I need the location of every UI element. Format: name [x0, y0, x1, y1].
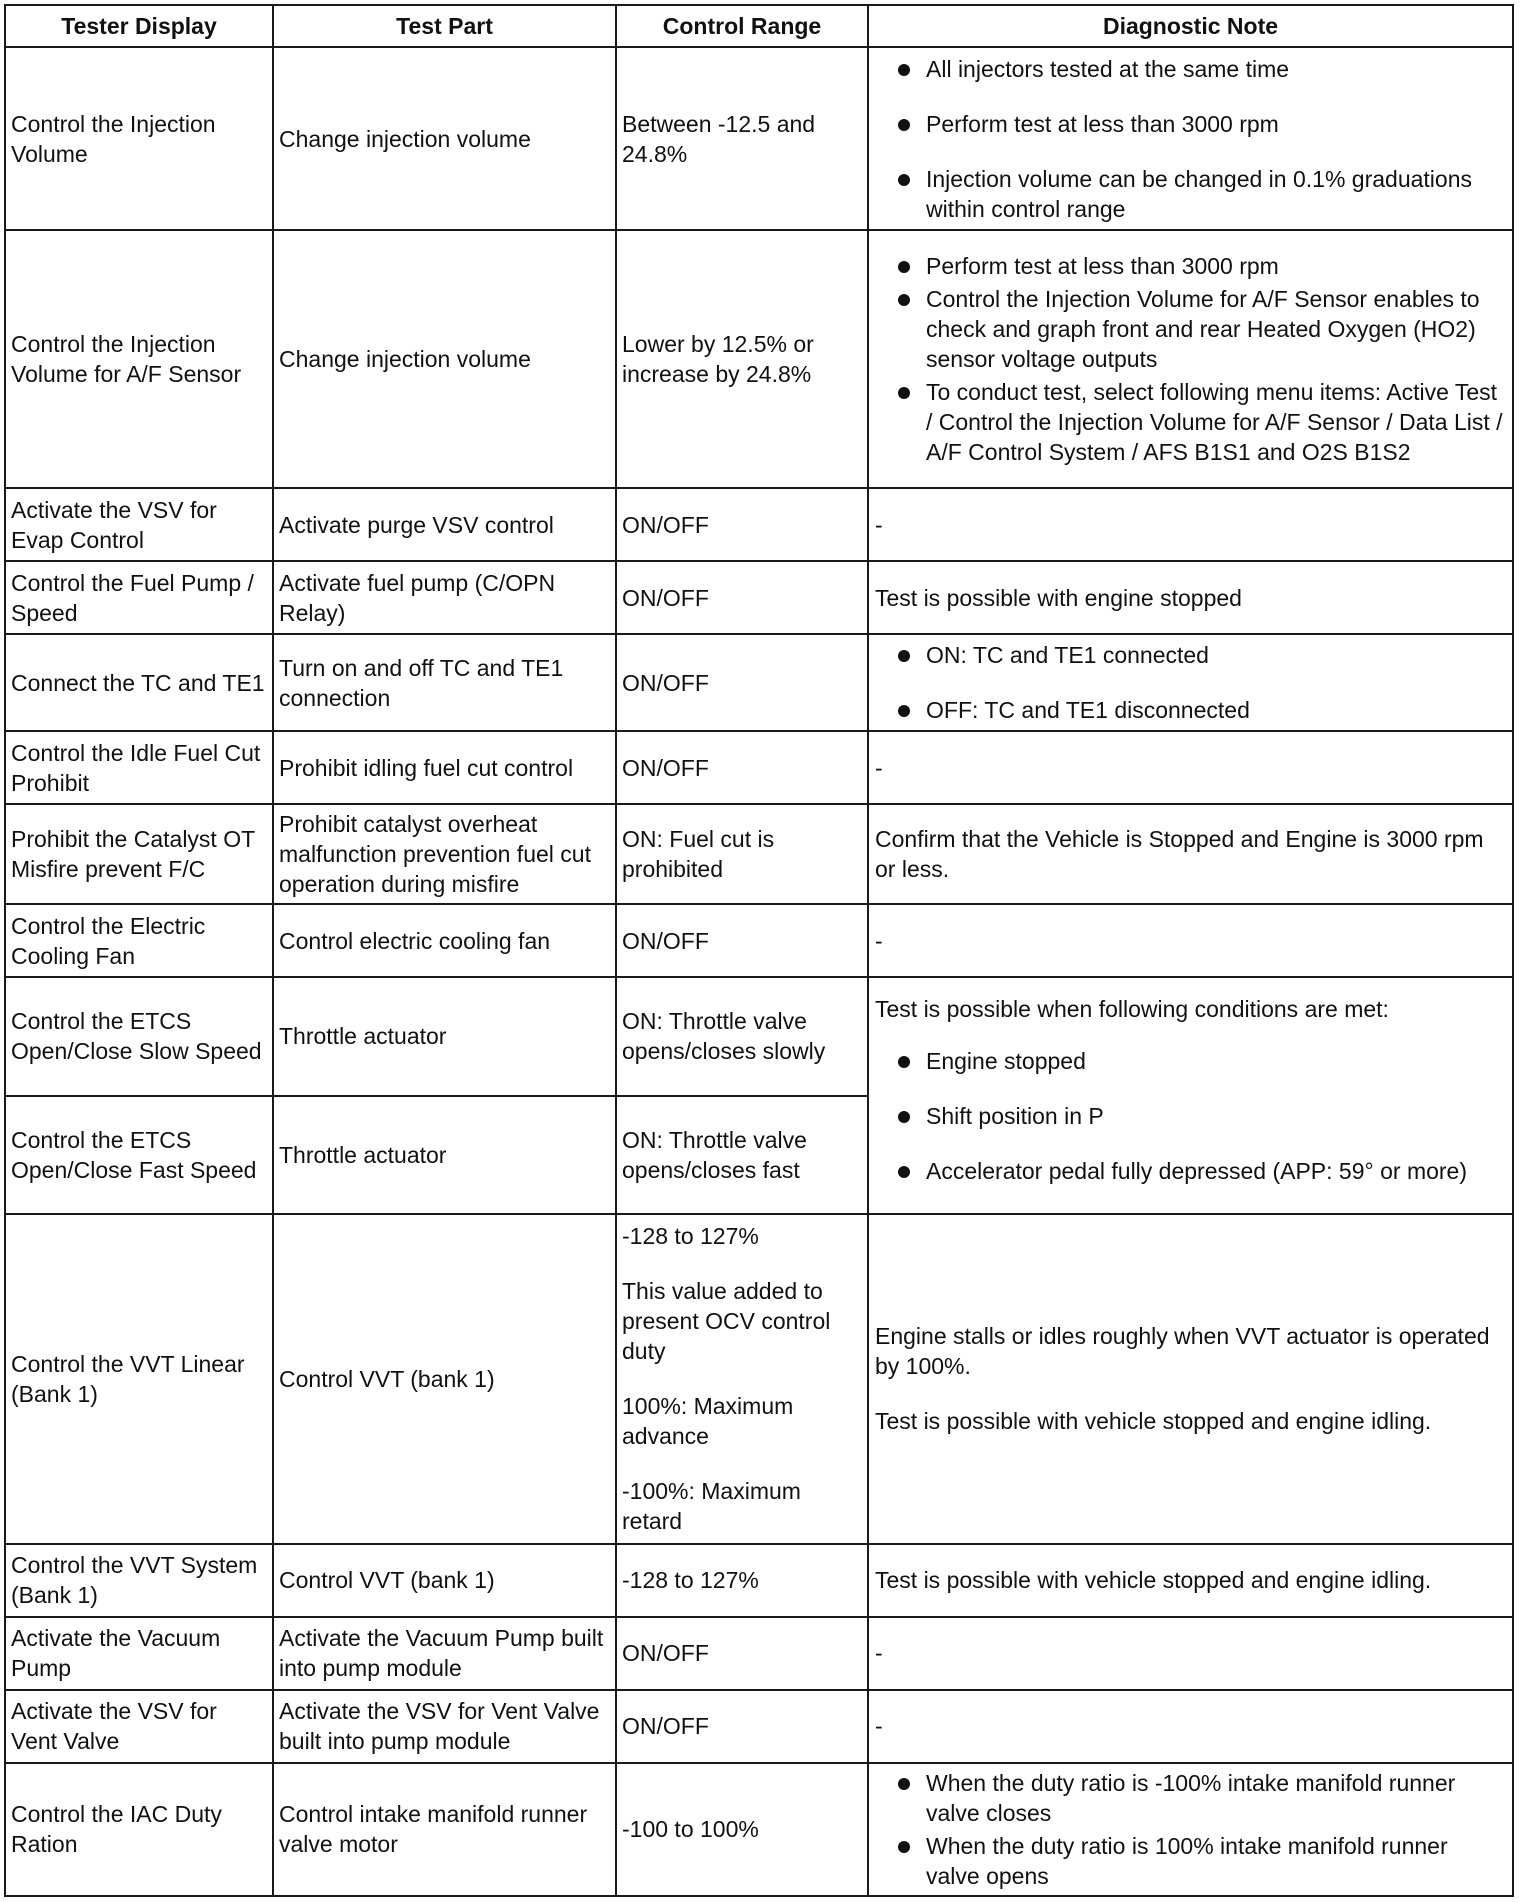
- note-bullet: Accelerator pedal fully depressed (APP: 59° or more): [875, 1156, 1504, 1186]
- diagnostic-note-cell: -: [868, 1617, 1513, 1690]
- note-bullet: All injectors tested at the same time: [875, 54, 1504, 84]
- diagnostic-note-cell: [868, 634, 1513, 731]
- control-range-cell: Lower by 12.5% or increase by 24.8%: [616, 230, 868, 488]
- range-line: -128 to 127%: [622, 1223, 759, 1250]
- tester-display-cell: Connect the TC and TE1: [5, 634, 273, 731]
- test-part-cell: Throttle actuator: [273, 1096, 616, 1214]
- table-row: [5, 731, 1513, 804]
- test-part-cell: Prohibit catalyst overheat malfunction prevention fuel cut operation during misfire: [273, 804, 616, 904]
- diagnostic-note-cell: Test is possible with engine stopped: [868, 561, 1513, 634]
- diagnostic-note-cell: -: [868, 488, 1513, 561]
- note-line: Engine stalls or idles roughly when VVT actuator is operated by 100%.: [875, 1323, 1490, 1380]
- diagnostic-note-cell: [868, 47, 1513, 230]
- test-part-cell: Activate the Vacuum Pump built into pump module: [273, 1617, 616, 1690]
- note-bullet: When the duty ratio is -100% intake manifold runner valve closes: [875, 1768, 1504, 1828]
- control-range-cell: Between -12.5 and 24.8%: [616, 47, 868, 230]
- note-line: Test is possible with vehicle stopped and engine idling.: [875, 1408, 1432, 1435]
- note-bullet: Injection volume can be changed in 0.1% graduations within control range: [875, 164, 1504, 224]
- note-bullet: When the duty ratio is 100% intake manifold runner valve opens: [875, 1831, 1504, 1891]
- table-row: [5, 977, 1513, 1095]
- diagnostic-note-cell: Test is possible with vehicle stopped and engine idling.: [868, 1544, 1513, 1617]
- table-row: [5, 634, 1513, 731]
- note-bullet-list: [875, 251, 1504, 467]
- note-bullet: ON: TC and TE1 connected: [875, 640, 1504, 670]
- tester-display-cell: Control the Electric Cooling Fan: [5, 904, 273, 977]
- control-range-cell: [616, 1214, 868, 1544]
- tester-display-cell: Control the Injection Volume: [5, 47, 273, 230]
- header-tester-display: Tester Display: [5, 5, 273, 47]
- note-intro: Test is possible when following conditions are met:: [875, 996, 1389, 1023]
- note-bullet: Perform test at less than 3000 rpm: [875, 109, 1504, 139]
- test-part-cell: Control VVT (bank 1): [273, 1214, 616, 1544]
- header-control-range: Control Range: [616, 5, 868, 47]
- control-range-cell: ON/OFF: [616, 561, 868, 634]
- tester-display-cell: Control the ETCS Open/Close Fast Speed: [5, 1096, 273, 1214]
- tester-display-cell: Control the VVT System (Bank 1): [5, 1544, 273, 1617]
- table-row: [5, 1617, 1513, 1690]
- note-bullet-list: [875, 54, 1504, 224]
- header-diagnostic-note: Diagnostic Note: [868, 5, 1513, 47]
- test-part-cell: Activate the VSV for Vent Valve built into pump module: [273, 1690, 616, 1763]
- diagnostic-note-cell: [868, 1763, 1513, 1896]
- tester-display-cell: Control the IAC Duty Ration: [5, 1763, 273, 1896]
- note-bullet: To conduct test, select following menu items: Active Test / Control the Injection Volume for A/F Sensor / Data List / A/F Control System / AFS B1S1 and O2S B1S2: [875, 377, 1504, 467]
- control-range-cell: ON/OFF: [616, 634, 868, 731]
- note-bullet-list: [875, 1768, 1504, 1891]
- control-range-cell: ON/OFF: [616, 1690, 868, 1763]
- active-test-table: [4, 4, 1514, 1897]
- control-range-cell: -128 to 127%: [616, 1544, 868, 1617]
- table-row: [5, 1214, 1513, 1544]
- diagnostic-note-cell: -: [868, 731, 1513, 804]
- table-row: [5, 1763, 1513, 1896]
- tester-display-cell: Activate the VSV for Evap Control: [5, 488, 273, 561]
- table-row: [5, 1544, 1513, 1617]
- table-row: [5, 47, 1513, 230]
- diagnostic-note-cell: Confirm that the Vehicle is Stopped and Engine is 3000 rpm or less.: [868, 804, 1513, 904]
- range-line: This value added to present OCV control duty: [622, 1278, 831, 1365]
- diagnostic-note-cell: -: [868, 1690, 1513, 1763]
- table-row: [5, 1690, 1513, 1763]
- note-bullet: Perform test at less than 3000 rpm: [875, 251, 1504, 281]
- test-part-cell: Turn on and off TC and TE1 connection: [273, 634, 616, 731]
- test-part-cell: Prohibit idling fuel cut control: [273, 731, 616, 804]
- test-part-cell: Control electric cooling fan: [273, 904, 616, 977]
- table-row: [5, 230, 1513, 488]
- diagnostic-note-cell: [868, 230, 1513, 488]
- header-test-part: Test Part: [273, 5, 616, 47]
- control-range-cell: ON/OFF: [616, 904, 868, 977]
- control-range-cell: ON/OFF: [616, 488, 868, 561]
- tester-display-cell: Control the Injection Volume for A/F Sensor: [5, 230, 273, 488]
- table-row: [5, 561, 1513, 634]
- note-bullet-list: [875, 640, 1504, 725]
- test-part-cell: Activate purge VSV control: [273, 488, 616, 561]
- header-row: [5, 5, 1513, 47]
- range-line: 100%: Maximum advance: [622, 1393, 794, 1450]
- control-range-cell: ON: Throttle valve opens/closes fast: [616, 1096, 868, 1214]
- diagnostic-note-cell: [868, 977, 1513, 1213]
- tester-display-cell: Control the ETCS Open/Close Slow Speed: [5, 977, 273, 1095]
- test-part-cell: Throttle actuator: [273, 977, 616, 1095]
- control-range-cell: ON: Fuel cut is prohibited: [616, 804, 868, 904]
- tester-display-cell: Prohibit the Catalyst OT Misfire prevent F/C: [5, 804, 273, 904]
- note-bullet: Shift position in P: [875, 1101, 1504, 1131]
- control-range-cell: ON/OFF: [616, 731, 868, 804]
- control-range-cell: ON: Throttle valve opens/closes slowly: [616, 977, 868, 1095]
- tester-display-cell: Activate the VSV for Vent Valve: [5, 1690, 273, 1763]
- tester-display-cell: Control the Idle Fuel Cut Prohibit: [5, 731, 273, 804]
- tester-display-cell: Control the VVT Linear (Bank 1): [5, 1214, 273, 1544]
- test-part-cell: Control intake manifold runner valve motor: [273, 1763, 616, 1896]
- table-row: [5, 804, 1513, 904]
- test-part-cell: Activate fuel pump (C/OPN Relay): [273, 561, 616, 634]
- control-range-cell: ON/OFF: [616, 1617, 868, 1690]
- range-line: -100%: Maximum retard: [622, 1478, 801, 1535]
- note-bullet: Engine stopped: [875, 1046, 1504, 1076]
- note-bullet: Control the Injection Volume for A/F Sensor enables to check and graph front and rear Heated Oxygen (HO2) sensor voltage outputs: [875, 284, 1504, 374]
- control-range-cell: -100 to 100%: [616, 1763, 868, 1896]
- diagnostic-note-cell: -: [868, 904, 1513, 977]
- table-row: [5, 488, 1513, 561]
- tester-display-cell: Control the Fuel Pump / Speed: [5, 561, 273, 634]
- diagnostic-note-cell: [868, 1214, 1513, 1544]
- note-bullet-list: [875, 1046, 1504, 1186]
- table-row: [5, 904, 1513, 977]
- test-part-cell: Change injection volume: [273, 47, 616, 230]
- tester-display-cell: Activate the Vacuum Pump: [5, 1617, 273, 1690]
- test-part-cell: Control VVT (bank 1): [273, 1544, 616, 1617]
- note-bullet: OFF: TC and TE1 disconnected: [875, 695, 1504, 725]
- test-part-cell: Change injection volume: [273, 230, 616, 488]
